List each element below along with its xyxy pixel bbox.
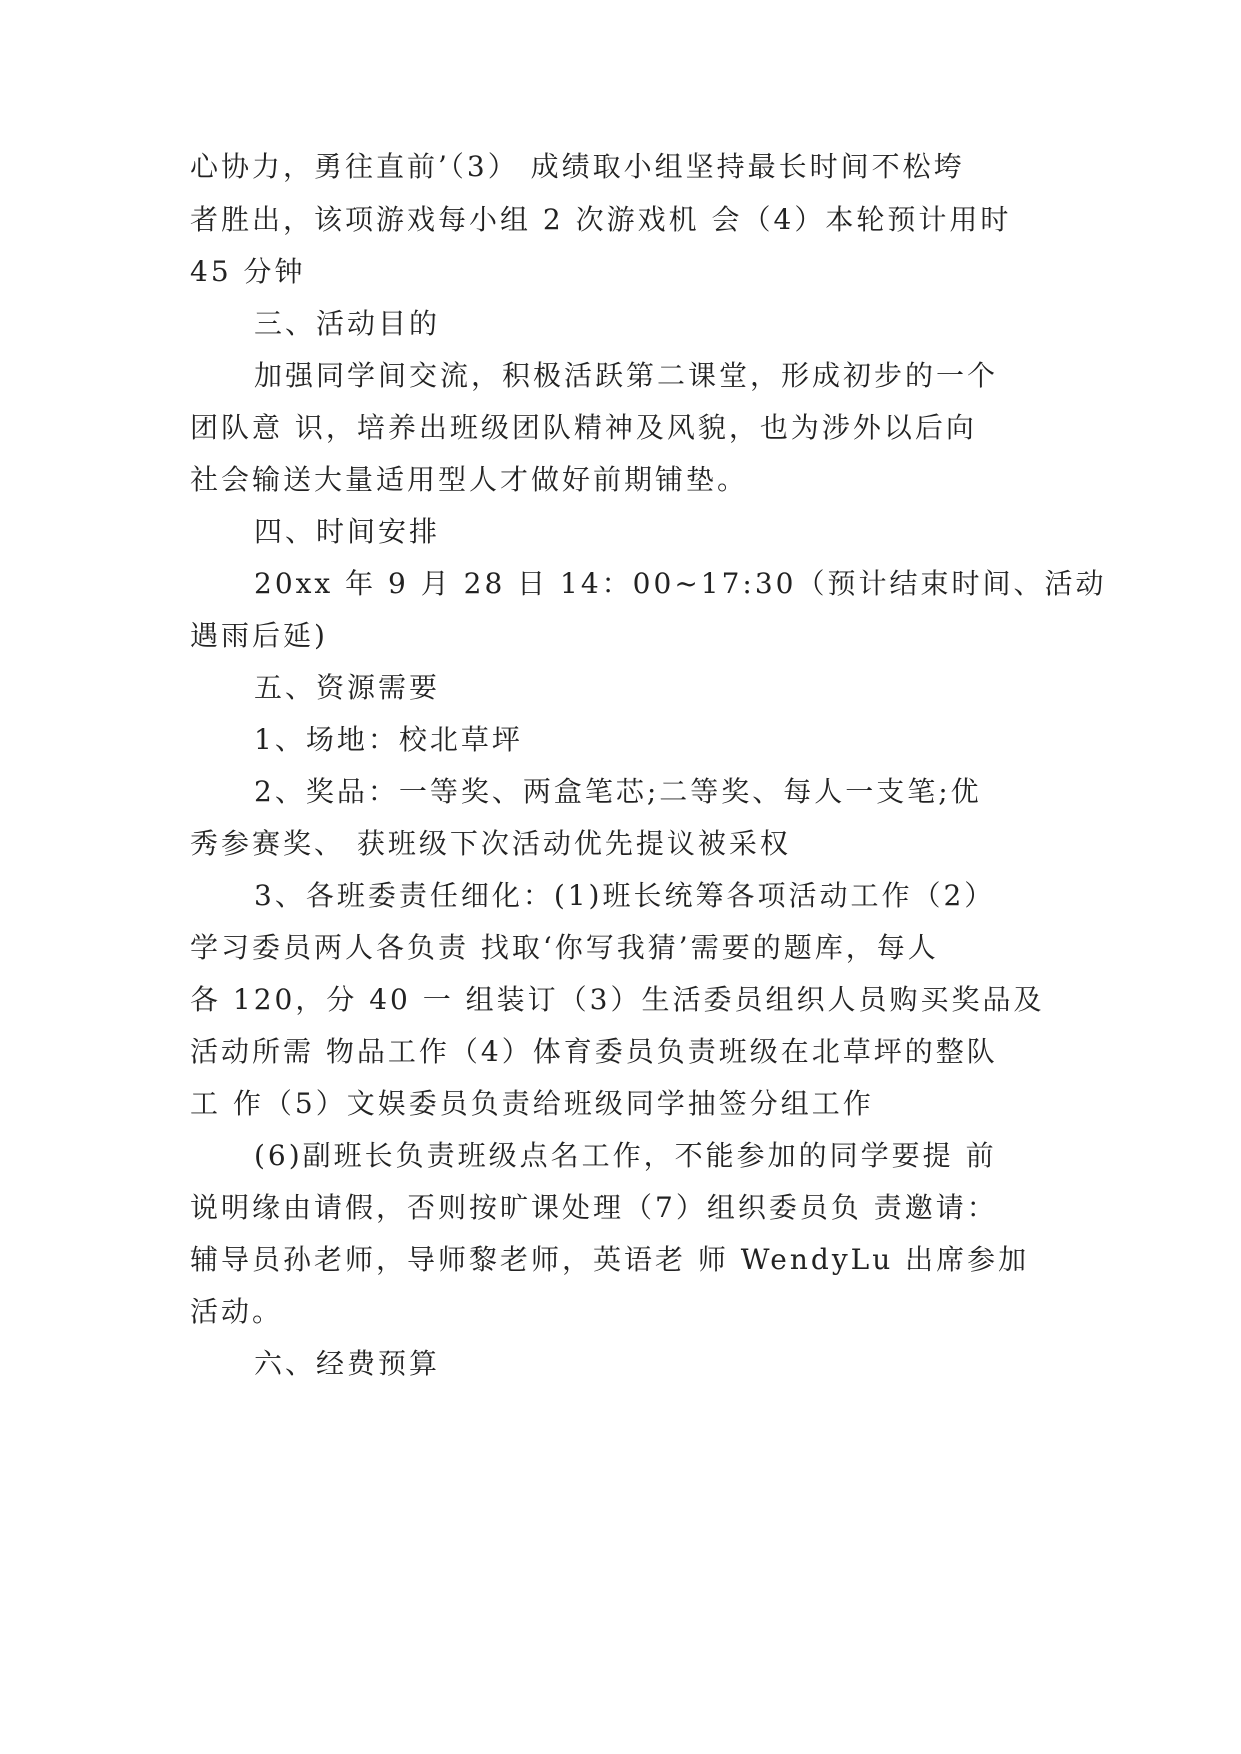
text-line: 2、奖品：一等奖、两盒笔芯;二等奖、每人一支笔;优 bbox=[254, 775, 982, 808]
text-line: 加强同学间交流，积极活跃第二课堂，形成初步的一个 bbox=[254, 359, 999, 392]
text-line: 遇雨后延) bbox=[190, 619, 328, 652]
text-line: 45 分钟 bbox=[190, 255, 306, 288]
section-heading: 四、时间安排 bbox=[254, 515, 441, 548]
text-line: 工 作（5）文娱委员负责给班级同学抽签分组工作 bbox=[190, 1087, 874, 1120]
section-heading: 六、经费预算 bbox=[254, 1347, 441, 1380]
text-line: 团队意 识，培养出班级团队精神及风貌，也为涉外以后向 bbox=[190, 411, 977, 444]
section-heading: 三、活动目的 bbox=[254, 307, 441, 340]
text-line: 活动所需 物品工作（4）体育委员负责班级在北草坪的整队 bbox=[190, 1035, 998, 1068]
text-line: 说明缘由请假，否则按旷课处理（7）组织委员负 责邀请： bbox=[190, 1191, 998, 1224]
text-line: 20xx 年 9 月 28 日 14：00~17:30（预计结束时间、活动 bbox=[254, 567, 1107, 600]
text-line: 心协力，勇往直前’（3） 成绩取小组坚持最长时间不松垮 bbox=[190, 150, 965, 183]
text-line: 1、场地：校北草坪 bbox=[254, 723, 523, 756]
text-line: 活动。 bbox=[190, 1295, 284, 1328]
text-line: 各 120，分 40 一 组装订（3）生活委员组织人员购买奖品及 bbox=[190, 983, 1045, 1016]
text-line: 3、各班委责任细化：(1)班长统筹各项活动工作（2） bbox=[254, 879, 996, 912]
text-line: 秀参赛奖、 获班级下次活动优先提议被采权 bbox=[190, 827, 791, 860]
text-line: (6)副班长负责班级点名工作，不能参加的同学要提 前 bbox=[254, 1139, 997, 1172]
text-line: 辅导员孙老师，导师黎老师，英语老 师 WendyLu 出席参加 bbox=[190, 1243, 1030, 1276]
section-heading: 五、资源需要 bbox=[254, 671, 441, 704]
text-line: 者胜出，该项游戏每小组 2 次游戏机 会（4）本轮预计用时 bbox=[190, 203, 1012, 236]
text-line: 学习委员两人各负责 找取‘你写我猜’需要的题库，每人 bbox=[190, 931, 939, 964]
text-line: 社会输送大量适用型人才做好前期铺垫。 bbox=[190, 463, 749, 496]
